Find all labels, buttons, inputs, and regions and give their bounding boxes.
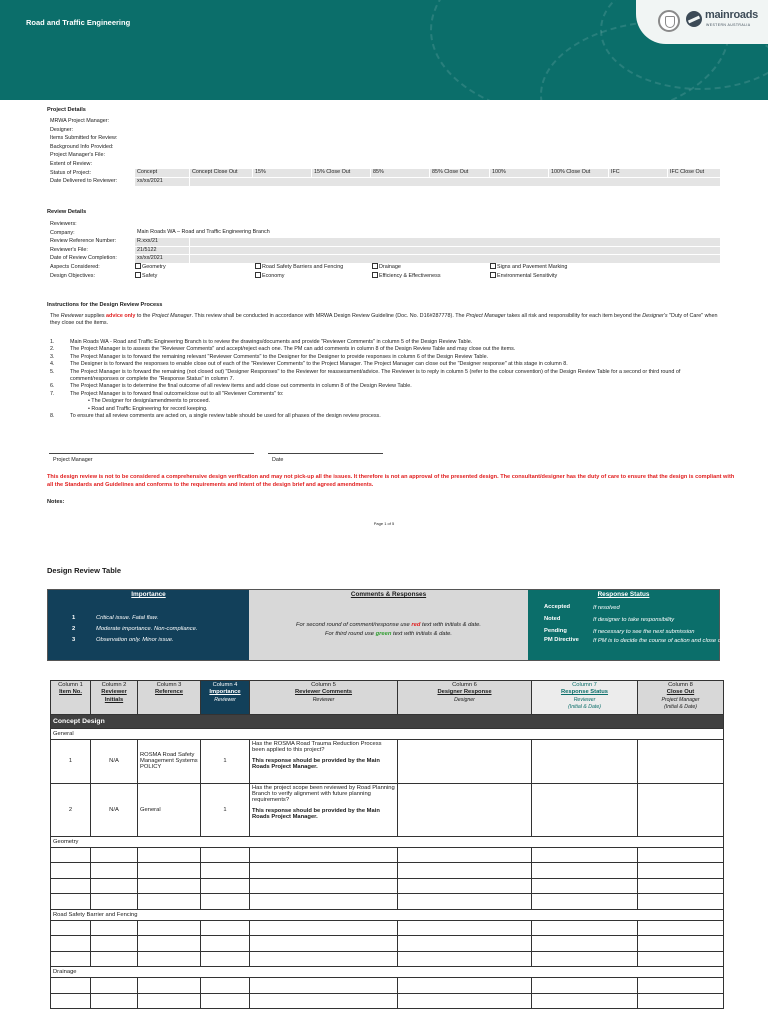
bullet-item: • The Designer for design/amendments to proceed.	[88, 398, 210, 405]
intro-designers: Designer's	[642, 313, 668, 319]
column-owner-note: (Initial & Date)	[664, 704, 697, 711]
completion-date-fill	[190, 255, 720, 263]
empty-cell[interactable]	[250, 847, 398, 863]
reviewer-comment-cell[interactable]	[250, 783, 398, 836]
empty-cell[interactable]	[51, 894, 91, 910]
empty-cell[interactable]	[532, 863, 638, 879]
bullet-text: The Designer for design/amendments to proceed.	[91, 398, 210, 405]
empty-cell[interactable]	[201, 894, 250, 910]
aspect-label: Geometry	[142, 263, 166, 270]
step-item	[50, 346, 726, 353]
importance-level: 3	[72, 637, 76, 643]
empty-cell[interactable]	[201, 863, 250, 879]
group-label: Road Safety Barrier and Fencing	[51, 909, 724, 920]
company-value: Main Roads WA – Road and Traffic Engineering Branch	[137, 229, 270, 236]
step-item	[50, 361, 726, 368]
date-delivered-row	[47, 177, 747, 186]
empty-cell[interactable]	[201, 936, 250, 952]
checkbox[interactable]	[490, 263, 496, 269]
empty-cell[interactable]	[532, 978, 638, 994]
intro-text: takes all risk and responsibility for each item beyond the	[505, 313, 643, 319]
empty-cell[interactable]	[250, 863, 398, 879]
objective-safety[interactable]	[135, 272, 157, 281]
objectives-row	[47, 272, 747, 281]
close-out-cell[interactable]	[638, 739, 724, 783]
comments-red: red	[411, 622, 421, 628]
empty-cell[interactable]	[250, 894, 398, 910]
empty-cell[interactable]	[532, 936, 638, 952]
reviewer-comment: Has the project scope been reviewed by Road Planning Branch to verify alignment with future planning requirements?	[252, 784, 395, 803]
empty-cell[interactable]	[638, 920, 724, 936]
column-owner: Reviewer	[312, 696, 335, 703]
project-details	[47, 117, 747, 186]
designer-response-cell[interactable]	[398, 783, 532, 836]
importance-cell[interactable]: 1	[201, 783, 250, 836]
importance-cell[interactable]: 1	[201, 739, 250, 783]
bullet-item: • Road and Traffic Engineering for record keeping.	[88, 405, 208, 412]
objective-efficiency[interactable]	[372, 272, 441, 281]
empty-cell[interactable]	[51, 847, 91, 863]
objective-economy[interactable]	[255, 272, 284, 281]
step-number: 7.	[50, 390, 55, 397]
design-review-table	[50, 680, 724, 1009]
empty-cell[interactable]	[532, 894, 638, 910]
column-header	[201, 681, 250, 715]
empty-cell[interactable]	[91, 894, 138, 910]
status-option[interactable]: 85% Close Out	[430, 169, 489, 177]
logo-name: mainroads	[705, 9, 758, 21]
step-item	[50, 413, 726, 420]
empty-cell[interactable]	[398, 847, 532, 863]
disclaimer: This design review is not to be considered a comprehensive design verification and may not pick-up all the issues. It therefore is not an approval of the presented design. The consultant/designer has the duty of care to ensure that the design is compliant with all the Standards and Guidelines and conforms to the requirements and intent of the design brief and agreed amendments.	[47, 474, 735, 488]
label-date-delivered: Date Delivered to Reviewer:	[50, 178, 118, 185]
empty-cell[interactable]	[638, 878, 724, 894]
status-option[interactable]: Concept	[135, 169, 189, 177]
aspect-drainage[interactable]	[372, 263, 401, 272]
comments-text: For third round use	[325, 630, 376, 637]
group-label: Geometry	[51, 836, 724, 847]
empty-cell[interactable]	[201, 993, 250, 1009]
close-out-cell[interactable]	[638, 783, 724, 836]
status-value: If designer to take responsibility	[593, 617, 675, 623]
step-text: The Project Manager is to assess the "Reviewer Comments" and accept/reject each one. The PM can add comments in column 8 of the Design Review Table and may close out the items.	[70, 346, 516, 353]
empty-cell[interactable]	[638, 847, 724, 863]
empty-cell[interactable]	[138, 894, 201, 910]
column-owner: Designer	[454, 696, 475, 703]
reviewer-comment: Has the ROSMA Road Trauma Reduction Process been applied to this project?	[252, 740, 382, 753]
column-name: Item No.	[59, 689, 82, 696]
reviewer-note: This response should be provided by the Main Roads Project Manager.	[252, 757, 380, 770]
column-owner: Project Manager	[661, 696, 700, 703]
column-name: Response Status	[560, 689, 609, 696]
instructions-intro	[50, 313, 726, 328]
step-item	[50, 369, 726, 384]
status-option[interactable]: 15% Close Out	[312, 169, 370, 177]
column-header	[250, 681, 398, 715]
checkbox[interactable]	[372, 272, 378, 278]
column-number: Column 2	[101, 682, 127, 688]
legend-comments-text	[249, 621, 528, 638]
empty-cell[interactable]	[91, 863, 138, 879]
checkbox[interactable]	[255, 263, 261, 269]
empty-cell[interactable]	[532, 878, 638, 894]
checkbox[interactable]	[372, 263, 378, 269]
column-header	[91, 681, 138, 715]
checkbox[interactable]	[135, 263, 141, 269]
stage-label: Concept Design	[51, 714, 724, 728]
column-name: Reviewer Initials	[101, 689, 127, 703]
table-row	[51, 936, 724, 952]
comments-text: text with initials & date.	[391, 630, 452, 637]
date-delivered-fill	[190, 178, 720, 186]
empty-cell[interactable]	[638, 863, 724, 879]
label-items-submitted: Items Submitted for Review:	[50, 135, 118, 142]
legend-panel	[47, 589, 726, 661]
step-number: 8.	[50, 413, 55, 420]
checkbox[interactable]	[135, 272, 141, 278]
status-value: If necessary to see the next submission	[593, 629, 695, 635]
column-number: Column 4	[212, 682, 238, 688]
empty-cell[interactable]	[398, 951, 532, 967]
empty-cell[interactable]	[398, 978, 532, 994]
stage-row	[51, 714, 724, 728]
intro-pm: Project Manager	[466, 313, 506, 319]
reviewer-note: This response should be provided by the Main Roads Project Manager.	[252, 807, 380, 820]
column-name: Designer Response	[437, 689, 492, 696]
step-number: 6.	[50, 383, 55, 390]
table-row	[51, 894, 724, 910]
intro-text: to the	[135, 313, 152, 319]
table-row	[51, 783, 724, 836]
reviewer-file-fill	[190, 247, 720, 255]
empty-cell[interactable]	[138, 993, 201, 1009]
table-row	[51, 739, 724, 783]
intro-text: supplies	[83, 313, 107, 319]
empty-cell[interactable]	[638, 894, 724, 910]
group-label: General	[51, 728, 724, 739]
column-header	[138, 681, 201, 715]
empty-cell[interactable]	[91, 951, 138, 967]
status-value: If resolved	[593, 605, 620, 611]
reviewer-initials[interactable]: N/A	[91, 739, 138, 783]
label-aspects: Aspects Considered:	[50, 263, 100, 270]
step-number: 4.	[50, 361, 55, 368]
empty-cell[interactable]	[638, 951, 724, 967]
empty-cell[interactable]	[250, 951, 398, 967]
project-details-title: Project Details	[47, 107, 86, 113]
step-item	[50, 339, 726, 346]
step-item	[50, 391, 726, 398]
status-option[interactable]: IFC	[609, 169, 667, 177]
empty-cell[interactable]	[532, 993, 638, 1009]
advice-only: advice only	[106, 313, 136, 319]
aspect-label: Drainage	[379, 263, 401, 270]
aspect-label: Signs and Pavement Marking	[497, 263, 568, 270]
empty-cell[interactable]	[138, 878, 201, 894]
empty-cell[interactable]	[250, 920, 398, 936]
empty-cell[interactable]	[51, 993, 91, 1009]
status-key: Accepted	[544, 604, 571, 610]
date-signature-line[interactable]	[268, 453, 383, 454]
objective-label: Environmental Sensitivity	[497, 272, 558, 279]
empty-cell[interactable]	[91, 978, 138, 994]
item-number[interactable]: 2	[51, 783, 91, 836]
status-option[interactable]: 100%	[490, 169, 548, 177]
response-status-cell[interactable]	[532, 739, 638, 783]
reference-fill	[190, 238, 720, 246]
empty-cell[interactable]	[91, 920, 138, 936]
intro-text: . This review shall be conducted in accordance with MRWA Design Review Guideline (Doc. No. D16#287778). The	[191, 313, 467, 319]
designer-response-cell[interactable]	[398, 739, 532, 783]
pm-signature-line[interactable]	[49, 453, 254, 454]
column-name: Reference	[154, 689, 184, 696]
table-row	[51, 978, 724, 994]
status-option[interactable]: 15%	[253, 169, 311, 177]
empty-cell[interactable]	[638, 936, 724, 952]
comments-green: green	[375, 630, 392, 637]
step-number: 5.	[50, 368, 55, 375]
table-row	[51, 847, 724, 863]
empty-cell[interactable]	[138, 863, 201, 879]
status-value: If PM is to decide the course of action and close out	[593, 638, 726, 644]
group-row	[51, 967, 724, 978]
empty-cell[interactable]	[532, 920, 638, 936]
empty-cell[interactable]	[201, 920, 250, 936]
empty-cell[interactable]	[250, 978, 398, 994]
date-signature-label: Date	[272, 457, 284, 463]
column-number: Column 6	[452, 682, 477, 688]
step-text: The Project Manager is to forward the remaining relevant "Reviewer Comments" to the Designer for the Designer to provide responses in column 6 of the Design Review Table.	[70, 353, 489, 360]
checkbox[interactable]	[490, 272, 496, 278]
status-option[interactable]: IFC Close Out	[668, 169, 720, 177]
objective-label: Economy	[262, 272, 285, 279]
column-header	[532, 681, 638, 715]
column-owner-note: (Initial & Date)	[568, 704, 601, 711]
legend-importance-title: Importance	[131, 591, 166, 598]
empty-cell[interactable]	[201, 978, 250, 994]
header-banner	[0, 0, 768, 100]
status-of-project-row	[47, 169, 747, 178]
intro-pm: Project Manager	[151, 313, 192, 319]
empty-cell[interactable]	[138, 951, 201, 967]
comments-text: For second round of comment/response use	[296, 622, 412, 628]
objective-environment[interactable]	[490, 272, 557, 281]
label-status: Status of Project:	[50, 169, 92, 176]
label-reviewers: Reviewers:	[50, 221, 77, 227]
reviewer-file-value[interactable]: 21/5122	[135, 247, 189, 255]
review-details-title: Review Details	[47, 209, 87, 215]
table-header-row	[51, 681, 724, 715]
empty-cell[interactable]	[138, 920, 201, 936]
instructions-title: Instructions for the Design Review Process	[47, 302, 163, 308]
label-pm-file: Project Manager's File:	[50, 152, 105, 159]
column-header	[638, 681, 724, 715]
label-reviewer-file: Reviewer's File:	[50, 246, 88, 253]
column-owner: Reviewer	[573, 696, 596, 703]
empty-cell[interactable]	[91, 878, 138, 894]
step-text: The Project Manager is to determine the final outcome of all review items and add close out comments in column 8 of the Design Review Table.	[70, 383, 412, 390]
legend-comments	[249, 590, 528, 660]
aspect-barriers[interactable]	[255, 263, 343, 272]
empty-cell[interactable]	[51, 863, 91, 879]
aspect-signs[interactable]	[490, 263, 567, 272]
empty-cell[interactable]	[532, 951, 638, 967]
empty-cell[interactable]	[91, 993, 138, 1009]
group-label: Drainage	[51, 967, 724, 978]
status-option[interactable]: Concept Close Out	[190, 169, 252, 177]
instructions-steps	[50, 339, 726, 420]
aspects-row	[47, 263, 747, 272]
empty-cell[interactable]	[250, 936, 398, 952]
group-row	[51, 836, 724, 847]
empty-cell[interactable]	[250, 993, 398, 1009]
column-number: Column 1	[58, 682, 83, 688]
checkbox[interactable]	[255, 272, 261, 278]
step-number: 2.	[50, 346, 55, 353]
empty-cell[interactable]	[638, 978, 724, 994]
importance-text: Critical issue. Fatal flaw.	[96, 615, 159, 621]
label-extent: Extent of Review:	[50, 160, 92, 167]
group-row	[51, 728, 724, 739]
empty-cell[interactable]	[51, 936, 91, 952]
empty-cell[interactable]	[250, 878, 398, 894]
empty-cell[interactable]	[201, 951, 250, 967]
design-review-table-title: Design Review Table	[47, 566, 122, 575]
empty-cell[interactable]	[638, 993, 724, 1009]
column-header	[51, 681, 91, 715]
legend-response-status	[528, 590, 726, 660]
status-option[interactable]: 85%	[371, 169, 429, 177]
status-key: PM Directive	[544, 637, 579, 643]
importance-text: Observation only. Minor issue.	[96, 637, 174, 643]
step-text: The Project Manager is to forward the remaining (not closed out) "Designer Responses" to the Reviewer for reassessment/advice. The Reviewer is to reply in column 5 (refer to the colour convention) of the Design Review Table for a second or third round of comment/responses or complete the "Response Status" in column 7.	[70, 368, 681, 383]
column-header	[398, 681, 532, 715]
header-title: Road and Traffic Engineering	[26, 18, 131, 27]
intro-text: "Duty of Care" when they close out the items.	[50, 313, 718, 327]
date-delivered-value[interactable]: xx/xx/2021	[135, 178, 189, 186]
empty-cell[interactable]	[138, 847, 201, 863]
status-option[interactable]: 100% Close Out	[549, 169, 608, 177]
label-project-manager: MRWA Project Manager:	[50, 118, 110, 124]
intro-text: The	[50, 313, 61, 319]
empty-cell[interactable]	[138, 978, 201, 994]
aspect-geometry[interactable]	[135, 263, 166, 272]
empty-cell[interactable]	[91, 847, 138, 863]
aspect-label: Road Safety Barriers and Fencing	[262, 263, 344, 270]
column-number: Column 8	[668, 682, 693, 688]
importance-level: 2	[72, 626, 76, 632]
mainroads-logo-icon	[686, 11, 702, 27]
label-designer: Designer:	[50, 126, 74, 133]
column-owner: Reviewer	[214, 696, 236, 703]
legend-status-title: Response Status	[597, 591, 650, 598]
label-company: Company:	[50, 229, 75, 236]
pm-signature-label: Project Manager	[53, 457, 93, 463]
step-item	[50, 383, 726, 390]
legend-importance	[48, 590, 249, 660]
empty-cell[interactable]	[51, 920, 91, 936]
empty-cell[interactable]	[398, 863, 532, 879]
step-text: Main Roads WA - Road and Traffic Engineering Branch is to review the drawings/documents and provide "Reviewer Comments" in column 5 of the Design Review Table.	[70, 339, 473, 345]
empty-cell[interactable]	[398, 993, 532, 1009]
logo-card	[636, 0, 768, 44]
intro-reviewer: Reviewer	[60, 313, 84, 319]
review-details	[47, 220, 747, 280]
step-text: The Project Manager is to forward final outcome/close out to all "Reviewer Comments" to:	[70, 390, 284, 397]
table-row	[51, 878, 724, 894]
item-number[interactable]: 1	[51, 739, 91, 783]
empty-cell[interactable]	[138, 936, 201, 952]
empty-cell[interactable]	[398, 878, 532, 894]
reference-value[interactable]: R.xxx/21	[135, 238, 189, 246]
comments-text: text with initials & date.	[420, 622, 481, 628]
wa-crest-icon	[658, 10, 680, 32]
reviewer-comment-cell[interactable]	[250, 739, 398, 783]
legend-comments-title: Comments & Responses	[350, 591, 427, 598]
table-row	[51, 920, 724, 936]
notes-label: Notes:	[47, 499, 65, 505]
column-number: Column 5	[311, 682, 336, 688]
completion-date-value[interactable]: xx/xx/2021	[135, 255, 189, 263]
column-name: Importance	[209, 689, 241, 696]
empty-cell[interactable]	[398, 936, 532, 952]
step-number: 1.	[50, 339, 55, 345]
status-key: Pending	[544, 628, 567, 634]
empty-cell[interactable]	[51, 878, 91, 894]
group-row	[51, 909, 724, 920]
column-number: Column 7	[572, 682, 597, 688]
column-name: Reviewer Comments	[294, 689, 353, 696]
table-row	[51, 993, 724, 1009]
reference-cell[interactable]: General	[138, 783, 201, 836]
page-number: Page 1 of 5	[373, 521, 395, 526]
status-key: Noted	[544, 616, 561, 622]
objective-label: Efficiency & Effectiveness	[379, 272, 441, 279]
step-text: The Designer is to forward the responses to enable close out of each of the "Reviewer Comments" to the Project Manager. The Project Manager can close out the "Designer response" at this stage in column 8.	[70, 361, 568, 368]
empty-cell[interactable]	[532, 847, 638, 863]
table-row	[51, 951, 724, 967]
bullet-text: Road and Traffic Engineering for record keeping.	[91, 405, 208, 412]
empty-cell[interactable]	[201, 847, 250, 863]
label-completion-date: Date of Review Completion:	[50, 255, 117, 262]
empty-cell[interactable]	[201, 878, 250, 894]
objective-label: Safety	[142, 272, 158, 279]
logo-subtitle: WESTERN AUSTRALIA	[706, 23, 751, 27]
reference-cell[interactable]: ROSMA Road Safety Management Systems POLICY	[138, 739, 201, 783]
table-row	[51, 863, 724, 879]
step-text: To ensure that all review comments are acted on, a single review table should be used for all phases of the design review process.	[70, 413, 381, 420]
importance-text: Moderate importance. Non-compliance.	[96, 626, 198, 632]
empty-cell[interactable]	[398, 894, 532, 910]
reviewer-initials[interactable]: N/A	[91, 783, 138, 836]
step-item	[50, 354, 726, 361]
label-background-info: Background Info Provided:	[50, 143, 114, 150]
empty-cell[interactable]	[51, 978, 91, 994]
column-name: Close Out	[666, 689, 695, 696]
step-number: 3.	[50, 353, 55, 360]
empty-cell[interactable]	[51, 951, 91, 967]
empty-cell[interactable]	[398, 920, 532, 936]
response-status-cell[interactable]	[532, 783, 638, 836]
importance-level: 1	[72, 615, 76, 621]
empty-cell[interactable]	[91, 936, 138, 952]
label-objectives: Design Objectives:	[50, 272, 95, 279]
label-reference: Review Reference Number:	[50, 238, 117, 245]
column-number: Column 3	[156, 682, 182, 688]
